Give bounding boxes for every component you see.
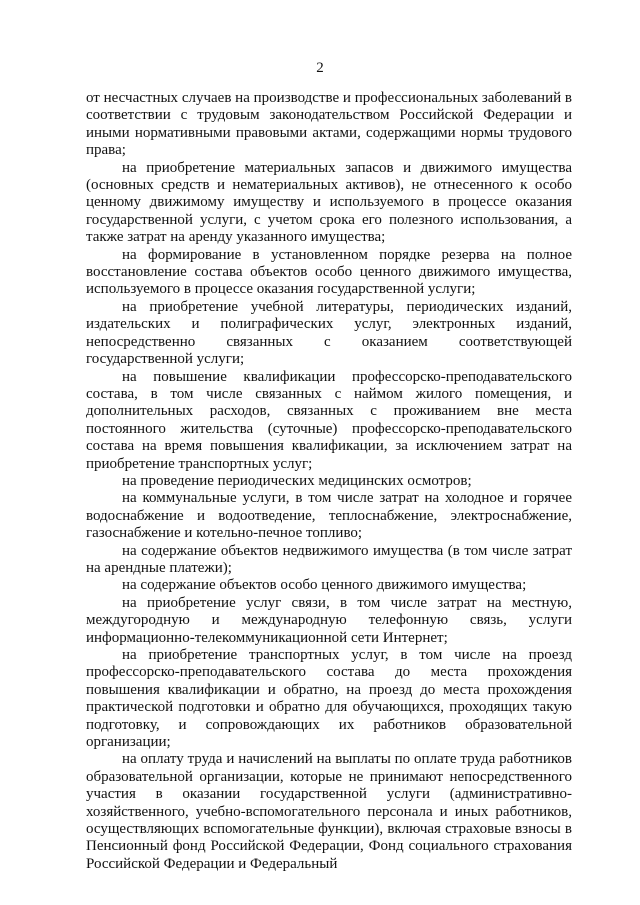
paragraph-labor-payment: на оплату труда и начислений на выплаты по оплате труда работников образовательной организации, которые не принимают непосредственного участия в оказании государственной услуги (административно-хозяйственного, учебно-вспомогательного персонала и иных работников, осуществляющих вспомогательные функции), включая страховые взносы в Пенсионный фонд Российской Федерации, Фонд социального страхования Российской Федерации и Федеральный [86, 751, 572, 872]
document-body [86, 90, 572, 873]
paragraph-continuation: от несчастных случаев на производстве и профессиональных заболеваний в соответствии с трудовым законодательством Российской Федерации и иными нормативными правовыми актами, содержащими нормы трудового права; [86, 90, 572, 159]
paragraph-communication-services: на приобретение услуг связи, в том числе затрат на местную, междугородную и международную телефонную связь, услуги информационно-телекоммуникационной сети Интернет; [86, 594, 572, 646]
paragraph-transport-services: на приобретение транспортных услуг, в том числе на проезд профессорско-преподавательского состава до места прохождения повышения квалификации и обратно, на проезд до места прохождения практической подготовки и обратно для обучающихся, проходящих такую подготовку, и сопровождающих их работников образовательной организации; [86, 647, 572, 751]
paragraph-real-estate-maintenance: на содержание объектов недвижимого имущества (в том числе затрат на арендные платежи); [86, 542, 572, 576]
paragraph-reserve-formation: на формирование в установленном порядке резерва на полное восстановление состава объектов особо ценного движимого имущества, используемого в процессе оказания государственной услуги; [86, 246, 572, 298]
paragraph-educational-literature: на приобретение учебной литературы, периодических изданий, издательских и полиграфических услуг, электронных изданий, непосредственно связанных с оказанием соответствующей государственной услуги; [86, 298, 572, 368]
paragraph-utilities: на коммунальные услуги, в том числе затрат на холодное и горячее водоснабжение и водоотведение, теплоснабжение, электроснабжение, газоснабжение и котельно-печное топливо; [86, 490, 572, 542]
paragraph-movable-property-maintenance: на содержание объектов особо ценного движимого имущества; [122, 577, 527, 594]
paragraph-medical-examinations: на проведение периодических медицинских осмотров; [122, 472, 472, 489]
page-number: 2 [316, 60, 324, 76]
paragraph-material-stocks: на приобретение материальных запасов и движимого имущества (основных средств и нематериальных активов), не отнесенного к особо ценному движимому имуществу и используемого в процессе оказания государственной услуги, с учетом срока его полезного использования, а также затрат на аренду указанного имущества; [86, 159, 572, 246]
paragraph-qualification-improvement: на повышение квалификации профессорско-преподавательского состава, в том числе связанных с наймом жилого помещения, и дополнительных расходов, связанных с проживанием вне места постоянного жительства (суточные) профессорско-преподавательского состава на время повышения квалификации, за исключением затрат на приобретение транспортных услуг; [86, 368, 572, 472]
